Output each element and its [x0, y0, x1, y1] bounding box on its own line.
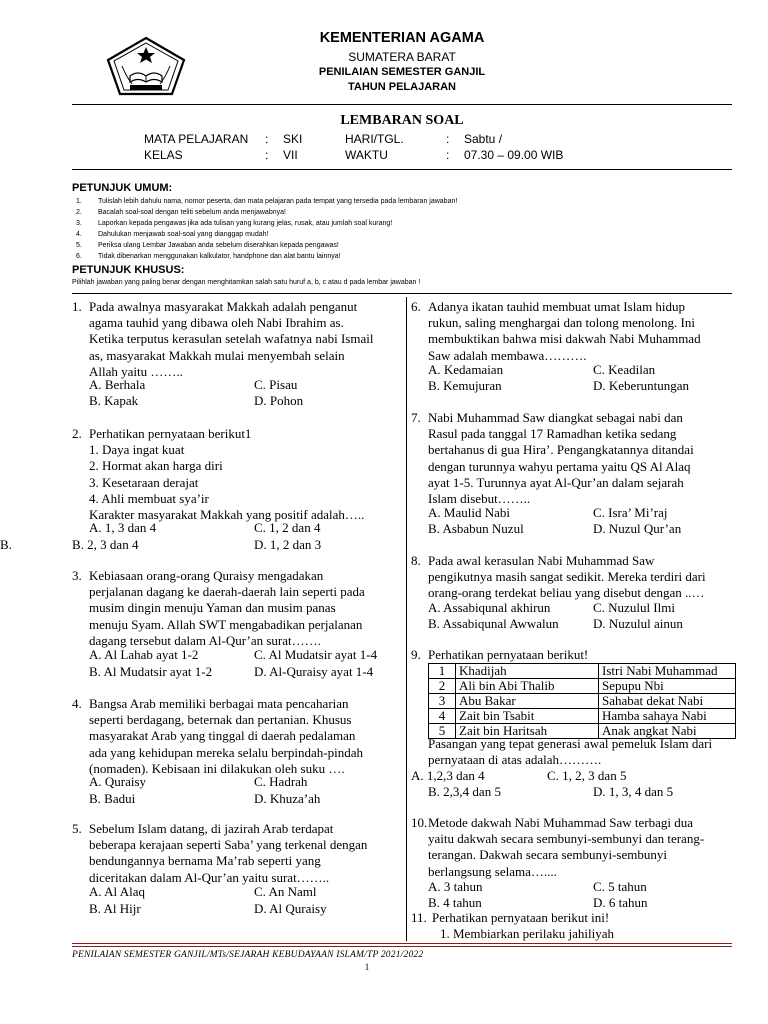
question-6-text [428, 299, 733, 364]
option-d[interactable]: D. 1, 3, 4 dan 5 [593, 784, 674, 799]
question-number: 11. [411, 910, 427, 925]
option-d[interactable]: D. 1, 2 dan 3 [254, 537, 322, 552]
text-line: 1. Daya ingat kuat [89, 442, 185, 458]
question-number: 2. [72, 426, 82, 441]
text-line: seperti berdagang, beternak dan pertanian. Khusus [89, 712, 352, 728]
instruction-text: Periksa ulang Lembar Jawaban anda sebelum diserahkan kepada pengawas! [98, 242, 339, 249]
text-line: 4. Ahli membuat sya’ir [89, 490, 209, 506]
option-a[interactable]: A. Assabiqunal akhirun [428, 600, 551, 615]
question-7-text [428, 410, 733, 507]
option-c[interactable]: C. 1, 2, 3 dan 5 [547, 768, 627, 783]
option-c[interactable]: C. Keadilan [593, 362, 656, 377]
waktu-label: WAKTU [345, 148, 388, 162]
petunjuk-umum-title: PETUNJUK UMUM: [72, 182, 173, 194]
option-b[interactable]: B. 2, 3 dan 4 [72, 537, 139, 552]
question-4-text [89, 696, 394, 777]
table-cell: Istri Nabi Muhammad [599, 664, 736, 679]
hari-value: Sabtu / [464, 132, 503, 146]
option-b[interactable]: B. Badui [89, 791, 136, 806]
table-cell: Sepupu Nbi [599, 679, 736, 694]
table-cell: 3 [429, 694, 456, 709]
sheet-title: LEMBARAN SOAL [340, 113, 464, 128]
option-c[interactable]: C. Isra’ Mi’raj [593, 505, 668, 520]
table-cell: 1 [429, 664, 456, 679]
option-a[interactable]: A. Kedamaian [428, 362, 504, 377]
instruction-number: 3. [76, 220, 82, 227]
question-number: 8. [411, 553, 421, 568]
text-line: Islam disebut…….. [428, 491, 531, 507]
colon: : [446, 148, 450, 162]
question-number: 9. [411, 647, 421, 662]
kelas-value: VII [283, 148, 298, 162]
text-line: bendungannya bernama Ma’rab seperti yang [89, 853, 321, 869]
text-line: 3. Kesetaraan derajat [89, 474, 199, 490]
question-1-text [89, 299, 394, 380]
footer-rule [72, 946, 732, 947]
instruction-text: Laporkan kepada pengawas jika ada tulisan yang kurang jelas, rusak, atau jumlah soal kurang! [98, 220, 393, 227]
question-number: 7. [411, 410, 421, 425]
instruction-text: Bacalah soal-soal dengan teliti sebelum anda menjawabnya! [98, 209, 286, 216]
year-title: TAHUN PELAJARAN [348, 81, 456, 93]
option-b[interactable]: B. Al Hijr [89, 901, 141, 916]
text-line: Pasangan yang tepat generasi awal pemeluk Islam dari [428, 736, 713, 751]
option-d[interactable]: D. Khuza’ah [254, 791, 321, 806]
text-line: beberapa kerajaan seperti Saba’ yang terkenal dengan [89, 837, 368, 853]
option-c[interactable]: C. 1, 2 dan 4 [254, 520, 321, 535]
text-line: Bangsa Arab memiliki berbagai mata pencaharian [89, 696, 349, 711]
table-cell: Zait bin Tsabit [456, 709, 599, 724]
table-row [429, 694, 736, 709]
table-cell: 2 [429, 679, 456, 694]
text-line: (nomaden). Kebisaan ini dilakukan oleh suku …. [89, 760, 345, 776]
page-number: 1 [364, 962, 370, 972]
option-d[interactable]: D. Al Quraisy [254, 901, 327, 916]
text-line: masyarakat Arab yang tinggal di daerah pedalaman [89, 728, 356, 744]
mapel-value: SKI [283, 132, 303, 146]
table-cell: Zait bin Haritsah [456, 724, 599, 739]
option-c[interactable]: C. Nuzulul Ilmi [593, 600, 675, 615]
text-line: yaitu dakwah secara sembunyi-sembunyi dan terang- [428, 831, 705, 847]
question-5-text [89, 821, 394, 886]
ministry-title: KEMENTERIAN AGAMA [319, 30, 485, 46]
instruction-text: Tulislah lebih dahulu nama, nomor peserta, dan mata pelajaran pada tempat yang tersedia pada lembaran jawaban! [98, 198, 458, 205]
table-cell: Ali bin Abi Thalib [456, 679, 599, 694]
instruction-number: 5. [76, 242, 82, 249]
instruction-number: 1. [76, 198, 82, 205]
petunjuk-khusus-text: Pilihlah jawaban yang paling benar dengan menghitamkan salah satu huruf a, b, c atau d pada lembar jawaban ! [72, 279, 421, 286]
hari-label: HARI/TGL. [345, 132, 404, 146]
text-line: Kebiasaan orang-orang Quraisy mengadakan [89, 568, 324, 583]
text-line: as, masyarakat Makkah mulai menyembah selain [89, 347, 345, 363]
text-line: ayat 1-5. Turunnya ayat Al-Qur’an dalam sejarah [428, 474, 684, 490]
text-line: Perhatikan pernyataan berikut1 [89, 426, 252, 441]
question-3-text [89, 568, 394, 649]
question-10-text [428, 815, 733, 880]
text-line: Metode dakwah Nabi Muhammad Saw terbagi dua [428, 815, 693, 830]
text-line: agama tauhid yang dibawa oleh Nabi Ibrahim as. [89, 315, 344, 331]
option-b[interactable]: B. 4 tahun [428, 895, 482, 910]
instruction-number: 4. [76, 231, 82, 238]
text-line: dagang tersebut dalam Al-Qur’an surat……. [89, 632, 321, 648]
text-line: Sebelum Islam datang, di jazirah Arab terdapat [89, 821, 334, 836]
text-line: menuju Syam. Allah SWT mengabadikan perjalanan [89, 616, 363, 632]
option-c[interactable]: C. Pisau [254, 377, 298, 392]
text-line: Allah yaitu …….. [89, 363, 183, 379]
option-b[interactable]: B. Asbabun Nuzul [428, 521, 524, 536]
text-line: Pada awalnya masyarakat Makkah adalah penganut [89, 299, 358, 314]
question-number: 5. [72, 821, 82, 836]
pairing-table [428, 663, 736, 739]
text-line: Rasul pada tanggal 17 Ramadhan ketika sedang [428, 426, 677, 442]
text-line: rukun, saling menghargai dan tolong menolong. Ini [428, 315, 695, 331]
colon: : [265, 132, 269, 146]
exam-title: PENILAIAN SEMESTER GANJIL [318, 66, 486, 78]
text-line: diceritakan dalam Al-Qur’an yaitu surat…….. [89, 869, 330, 885]
text-line: berlangsung selama….... [428, 863, 557, 879]
table-cell: 4 [429, 709, 456, 724]
instruction-text: Tidak dibenarkan menggunakan kalkulator, handphone dan alat bantu lainnya! [98, 253, 341, 260]
option-a[interactable]: A. Al Alaq [89, 884, 145, 899]
option-a[interactable]: A. Berhala [89, 377, 146, 392]
option-a[interactable]: A. 3 tahun [428, 879, 483, 894]
question-2-text [89, 426, 394, 523]
text-line: orang-orang terdekat beliau yang disebut dengan ..… [428, 585, 705, 601]
question-number: 6. [411, 299, 421, 314]
option-c[interactable]: C. 5 tahun [593, 879, 647, 894]
text-line: dengan turunnya wahyu pertama yaitu QS Al Alaq [428, 458, 691, 474]
region-title: SUMATERA BARAT [348, 50, 456, 64]
text-line: Karakter masyarakat Makkah yang positif adalah….. [89, 507, 365, 523]
table-row [429, 664, 736, 679]
option-c[interactable]: C. Hadrah [254, 774, 308, 789]
mapel-label: MATA PELAJARAN [144, 132, 249, 146]
waktu-value: 07.30 – 09.00 WIB [464, 148, 564, 162]
footer-text: PENILAIAN SEMESTER GANJIL/MTs/SEJARAH KEBUDAYAAN ISLAM/TP 2021/2022 [72, 950, 424, 960]
option-d[interactable]: D. 6 tahun [593, 895, 648, 910]
option-b[interactable]: B. 2,3,4 dan 5 [428, 784, 501, 799]
text-line: musim dingin menuju Yaman dan musim panas [89, 600, 336, 616]
question-11-item: 1. Membiarkan perilaku jahiliyah [440, 926, 615, 941]
table-row [429, 679, 736, 694]
text-line: Saw adalah membawa………. [428, 347, 587, 363]
text-line: Ketika terputus kerasulan setelah wafatnya nabi Ismail [89, 331, 374, 347]
text-line: Pada awal kerasulan Nabi Muhammad Saw [428, 553, 655, 568]
option-a[interactable]: A. Quraisy [89, 774, 147, 789]
instruction-text: Dahulukan menjawab soal-soal yang dianggap mudah! [98, 231, 269, 238]
question-number: 1. [72, 299, 82, 314]
info-rule [72, 169, 732, 170]
text-line: ada yang kehidupan mereka selalu berpindah-pindah [89, 744, 363, 760]
petunjuk-khusus-title: PETUNJUK KHUSUS: [72, 264, 185, 276]
column-divider [406, 297, 407, 941]
option-a[interactable]: A. 1,2,3 dan 4 [411, 768, 485, 783]
kelas-label: KELAS [144, 148, 183, 162]
colon: : [265, 148, 269, 162]
option-a[interactable]: A. Al Lahab ayat 1-2 [89, 647, 199, 662]
option-b[interactable]: B. Kemujuran [428, 378, 502, 393]
question-number: 4. [72, 696, 82, 711]
option-d[interactable]: D. Al-Quraisy ayat 1-4 [254, 664, 374, 679]
text-line: perjalanan dagang ke daerah-daerah lain seperti pada [89, 584, 365, 600]
instruction-number: 2. [76, 209, 82, 216]
text-line: Adanya ikatan tauhid membuat umat Islam hidup [428, 299, 686, 314]
question-number: 3. [72, 568, 82, 583]
text-line: pengikutnya masih sangat sedikit. Mereka terdiri dari [428, 569, 706, 585]
table-row [429, 709, 736, 724]
text-line: membuktikan bahwa misi dakwah Nabi Muhammad [428, 331, 701, 347]
option-d[interactable]: D. Nuzulul ainun [593, 616, 683, 631]
option-c[interactable]: C. An Naml [254, 884, 317, 899]
question-9-text [428, 736, 733, 768]
instructions-rule [72, 293, 732, 294]
option-b[interactable]: B. Assabiqunal Awwalun [428, 616, 559, 631]
margin-mark: B. [0, 537, 12, 552]
option-d[interactable]: D. Pohon [254, 393, 304, 408]
footer-rule [72, 943, 732, 944]
text-line: bertahanus di gua Hira’. Pengangkatannya ditandai [428, 442, 694, 458]
text-line: Nabi Muhammad Saw diangkat sebagai nabi dan [428, 410, 683, 425]
table-cell: Hamba sahaya Nabi [599, 709, 736, 724]
option-b[interactable]: B. Al Mudatsir ayat 1-2 [89, 664, 213, 679]
table-cell: Khadijah [456, 664, 599, 679]
table-cell: Anak angkat Nabi [599, 724, 736, 739]
option-d[interactable]: D. Nuzul Qur’an [593, 521, 682, 536]
option-a[interactable]: A. Maulid Nabi [428, 505, 510, 520]
table-cell: Sahabat dekat Nabi [599, 694, 736, 709]
question-number: 10. [411, 815, 428, 830]
table-cell: 5 [429, 724, 456, 739]
option-c[interactable]: C. Al Mudatsir ayat 1-4 [254, 647, 378, 662]
option-b[interactable]: B. Kapak [89, 393, 139, 408]
question-9-intro: Perhatikan pernyataan berikut! [428, 647, 589, 662]
text-line: 2. Hormat akan harga diri [89, 458, 223, 474]
question-8-text [428, 553, 733, 602]
header-rule [72, 104, 732, 105]
text-line: pernyataan di atas adalah………. [428, 752, 602, 768]
text-line: terangan. Dakwah secara sembunyi-sembunyi [428, 847, 667, 863]
option-d[interactable]: D. Keberuntungan [593, 378, 690, 393]
instruction-number: 6. [76, 253, 82, 260]
table-cell: Abu Bakar [456, 694, 599, 709]
option-a[interactable]: A. 1, 3 dan 4 [89, 520, 157, 535]
question-11-text: Perhatikan pernyataan berikut ini! [432, 910, 610, 925]
colon: : [446, 132, 450, 146]
